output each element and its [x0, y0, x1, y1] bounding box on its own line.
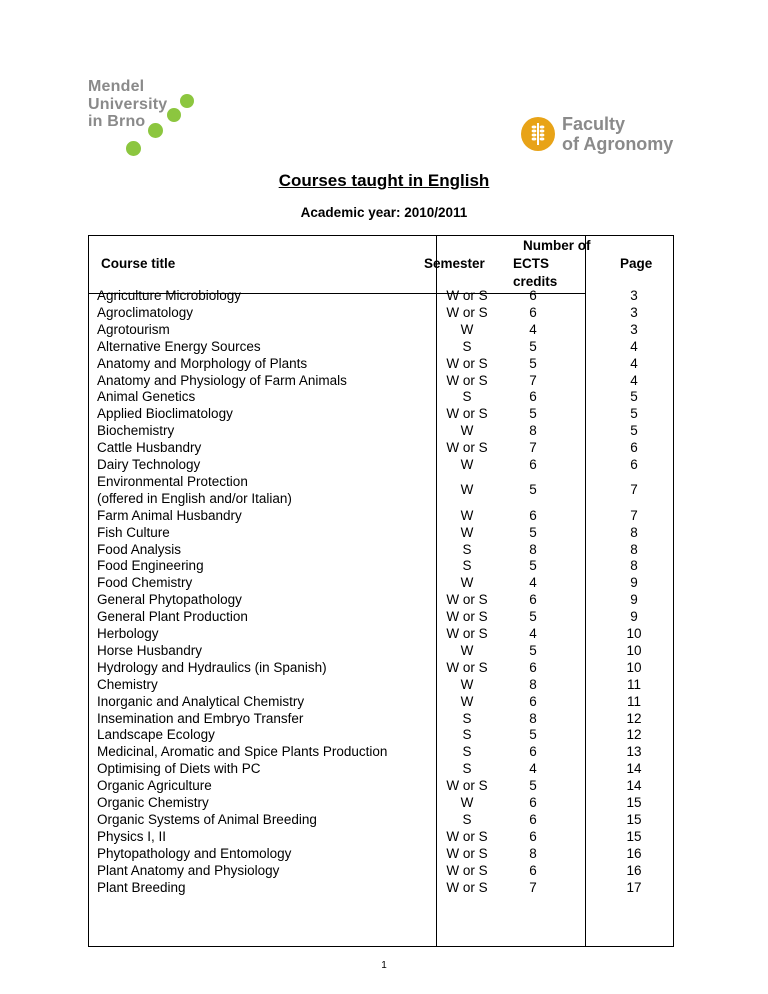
table-row	[89, 778, 673, 795]
ects-cell: 6	[529, 389, 537, 405]
logo-dot-2	[167, 108, 181, 122]
semester-cell: W	[460, 676, 474, 692]
semester-cell: W	[460, 423, 474, 439]
semester-cell: S	[462, 558, 472, 574]
faculty-of-agronomy-logo	[520, 110, 680, 160]
table-row	[89, 305, 673, 322]
course-title-cell	[97, 440, 442, 457]
course-title-cell	[97, 592, 442, 609]
course-title-cell	[97, 609, 442, 626]
logo-dot-1	[180, 94, 194, 108]
course-title: Food Analysis	[97, 541, 182, 557]
course-title: Food Engineering	[97, 558, 204, 574]
ects-cell: 5	[529, 482, 537, 498]
semester-cell: W or S	[446, 862, 488, 878]
table-row	[89, 694, 673, 711]
ects-cell: 6	[529, 659, 537, 675]
semester-cell: S	[462, 761, 472, 777]
page-cell: 9	[630, 592, 638, 608]
course-title-cell	[97, 846, 442, 863]
course-title: Anatomy and Morphology of Plants	[97, 355, 308, 371]
course-title: Animal Genetics	[97, 389, 196, 405]
header-course-title: Course title	[101, 256, 176, 271]
ects-cell: 8	[529, 845, 537, 861]
page-cell: 8	[630, 541, 638, 557]
page-cell: 11	[626, 693, 641, 709]
ects-cell: 6	[529, 828, 537, 844]
page-cell: 12	[626, 710, 642, 726]
course-title: Applied Bioclimatology	[97, 406, 233, 422]
course-title-cell	[97, 727, 442, 744]
course-title-cell	[97, 339, 442, 356]
page-cell: 6	[630, 457, 638, 472]
faculty-name	[562, 114, 673, 154]
page-cell: 14	[626, 778, 642, 794]
page-cell: 16	[626, 845, 642, 861]
page-cell: 10	[626, 626, 642, 641]
course-title: Fish Culture	[97, 524, 170, 540]
semester-cell: W	[460, 524, 474, 540]
ects-cell: 8	[529, 423, 537, 439]
page-cell: 7	[630, 507, 638, 523]
semester-cell: W or S	[446, 879, 488, 895]
semester-cell: S	[462, 338, 472, 354]
course-title: Biochemistry	[97, 423, 175, 439]
ects-cell: 6	[529, 795, 537, 810]
course-title: Optimising of Diets with PC	[97, 761, 261, 777]
course-title-cell	[97, 761, 442, 778]
page-cell: 3	[630, 288, 638, 303]
table-row	[89, 508, 673, 525]
logo-dot-3	[148, 123, 163, 138]
page-cell: 5	[630, 406, 638, 422]
course-title-cell	[97, 863, 442, 880]
table-row	[89, 609, 673, 626]
header-ects-line2: ECTS	[513, 256, 550, 271]
course-title: Agriculture Microbiology	[97, 288, 242, 303]
ects-cell: 4	[529, 761, 537, 777]
course-title-cell	[97, 778, 442, 795]
course-title: Dairy Technology	[97, 457, 201, 472]
faculty-name-line2: of Agronomy	[562, 134, 674, 154]
course-title: Environmental Protection	[97, 473, 248, 489]
course-title-cell	[97, 474, 442, 508]
ects-cell: 4	[529, 575, 537, 591]
semester-cell: W	[460, 321, 474, 337]
semester-cell: W or S	[446, 609, 488, 625]
page-cell: 3	[630, 304, 638, 320]
page-cell: 4	[630, 338, 638, 354]
semester-cell: W or S	[446, 440, 488, 456]
course-title-cell	[97, 558, 442, 575]
table-row	[89, 339, 673, 356]
course-title-cell	[97, 389, 442, 406]
table-row	[89, 288, 673, 305]
course-title: Physics I, II	[97, 828, 167, 844]
course-title-cell	[97, 305, 442, 322]
page-cell: 8	[630, 558, 638, 574]
course-title-cell	[97, 829, 442, 846]
table-row	[89, 406, 673, 423]
ects-cell: 6	[529, 457, 537, 472]
ects-cell: 8	[529, 710, 537, 726]
header-semester: Semester	[424, 256, 485, 271]
page-cell: 4	[630, 355, 638, 371]
university-name-line2: University	[88, 95, 168, 113]
page-cell: 4	[630, 372, 638, 388]
course-title-cell	[97, 660, 442, 677]
semester-cell: S	[462, 389, 472, 405]
page-cell: 5	[630, 389, 638, 405]
table-row	[89, 829, 673, 846]
course-title-note: (offered in English and/or Italian)	[97, 490, 292, 506]
table-row	[89, 474, 673, 508]
semester-cell: S	[462, 727, 472, 743]
semester-cell: W	[460, 795, 474, 810]
page-number: 1	[381, 960, 387, 971]
page-cell: 15	[626, 795, 642, 810]
table-row	[89, 525, 673, 542]
semester-cell: W or S	[446, 288, 488, 303]
course-title-cell	[97, 711, 442, 728]
course-title-cell	[97, 812, 442, 829]
semester-cell: W or S	[446, 778, 488, 794]
course-title-cell	[97, 880, 442, 897]
course-title-cell	[97, 626, 442, 643]
ects-cell: 7	[529, 440, 537, 456]
ects-cell: 5	[529, 727, 537, 743]
page-cell: 10	[626, 642, 642, 658]
ects-cell: 8	[529, 676, 537, 692]
table-row	[89, 711, 673, 728]
header-ects-line3: credits	[513, 274, 558, 289]
semester-cell: W or S	[446, 592, 488, 608]
course-title: Herbology	[97, 626, 159, 641]
ects-cell: 5	[529, 642, 537, 658]
semester-cell: W or S	[446, 828, 488, 844]
ects-cell: 6	[529, 811, 537, 827]
course-title: Anatomy and Physiology of Farm Animals	[97, 372, 347, 388]
ects-cell: 5	[529, 355, 537, 371]
table-row	[89, 322, 673, 339]
course-title-cell	[97, 322, 442, 339]
academic-year: Academic year: 2010/2011	[300, 205, 468, 220]
semester-cell: W	[460, 507, 474, 523]
table-row	[89, 373, 673, 390]
table-row	[89, 542, 673, 559]
logo-dot-4	[126, 141, 141, 156]
page-cell: 6	[630, 440, 638, 456]
table-row	[89, 356, 673, 373]
header-ects-line1: Number of	[523, 238, 591, 253]
page-cell: 11	[626, 676, 641, 692]
course-title-cell	[97, 744, 442, 761]
course-title-cell	[97, 677, 442, 694]
table-row	[89, 575, 673, 592]
semester-cell: W or S	[446, 372, 488, 388]
course-title: Agroclimatology	[97, 304, 194, 320]
university-name-line3: in Brno	[88, 113, 146, 130]
course-title-cell	[97, 373, 442, 390]
course-title: Plant Breeding	[97, 879, 186, 895]
page-cell: 10	[626, 659, 642, 675]
course-title-cell	[97, 525, 442, 542]
table-row	[89, 440, 673, 457]
course-title: Phytopathology and Entomology	[97, 845, 292, 861]
course-title-cell	[97, 457, 442, 474]
semester-cell: S	[462, 744, 472, 760]
ects-cell: 6	[529, 862, 537, 878]
course-title-cell	[97, 575, 442, 592]
course-title-cell	[97, 694, 442, 711]
ects-cell: 5	[529, 406, 537, 422]
course-title: Horse Husbandry	[97, 642, 203, 658]
course-title-cell	[97, 406, 442, 423]
ects-cell: 6	[529, 744, 537, 760]
ects-cell: 6	[529, 592, 537, 608]
course-title-cell	[97, 288, 442, 305]
ects-cell: 5	[529, 338, 537, 354]
faculty-name-line1: Faculty	[562, 114, 626, 134]
ects-cell: 6	[529, 507, 537, 523]
semester-cell: W or S	[446, 406, 488, 422]
page-cell: 13	[626, 744, 642, 760]
table-row	[89, 558, 673, 575]
table-row	[89, 744, 673, 761]
semester-cell: W	[460, 575, 474, 591]
ects-cell: 6	[529, 693, 537, 709]
ects-cell: 7	[529, 879, 537, 895]
semester-cell: W or S	[446, 845, 488, 861]
course-title: Medicinal, Aromatic and Spice Plants Production	[97, 744, 388, 760]
page-cell: 12	[626, 727, 642, 743]
semester-cell: S	[462, 541, 472, 557]
semester-cell: W	[460, 642, 474, 658]
course-title: Farm Animal Husbandry	[97, 507, 242, 523]
semester-cell: W or S	[446, 626, 488, 641]
course-title: General Plant Production	[97, 609, 248, 625]
table-row	[89, 677, 673, 694]
courses-table	[88, 235, 674, 947]
semester-cell: W or S	[446, 304, 488, 320]
course-title-cell	[97, 795, 442, 812]
ects-cell: 5	[529, 609, 537, 625]
course-title: General Phytopathology	[97, 592, 242, 608]
semester-cell: W	[460, 693, 474, 709]
course-title: Cattle Husbandry	[97, 440, 202, 456]
mendel-university-logo	[88, 78, 208, 158]
course-title-cell	[97, 356, 442, 373]
page-cell: 14	[626, 761, 642, 777]
course-title: Organic Agriculture	[97, 778, 212, 794]
table-row	[89, 457, 673, 474]
page-cell: 9	[630, 575, 638, 591]
ects-cell: 6	[529, 288, 537, 303]
course-title-cell	[97, 423, 442, 440]
table-row	[89, 795, 673, 812]
ects-cell: 8	[529, 541, 537, 557]
course-title: Hydrology and Hydraulics (in Spanish)	[97, 659, 327, 675]
course-title: Inorganic and Analytical Chemistry	[97, 693, 305, 709]
wheat-icon	[520, 116, 556, 152]
table-row	[89, 592, 673, 609]
table-row	[89, 626, 673, 643]
course-title-cell	[97, 508, 442, 525]
ects-cell: 5	[529, 524, 537, 540]
table-row	[89, 389, 673, 406]
course-title: Organic Chemistry	[97, 795, 209, 810]
ects-cell: 7	[529, 372, 537, 388]
page-cell: 3	[630, 321, 638, 337]
semester-cell: W	[460, 482, 474, 498]
ects-cell: 6	[529, 304, 537, 320]
table-row	[89, 423, 673, 440]
table-row	[89, 812, 673, 829]
table-row	[89, 660, 673, 677]
semester-cell: W or S	[446, 355, 488, 371]
university-name-line1: Mendel	[88, 78, 145, 95]
course-title: Food Chemistry	[97, 575, 193, 591]
course-title-cell	[97, 542, 442, 559]
page-cell: 5	[630, 423, 638, 439]
semester-cell: W	[460, 457, 474, 472]
ects-cell: 5	[529, 778, 537, 794]
ects-cell: 4	[529, 626, 537, 641]
page-cell: 8	[630, 524, 638, 540]
course-title-cell	[97, 643, 442, 660]
page-cell: 15	[626, 828, 642, 844]
semester-cell: S	[462, 710, 472, 726]
document-title: Courses taught in English	[278, 171, 490, 190]
course-title: Landscape Ecology	[97, 727, 215, 743]
course-title: Agrotourism	[97, 321, 170, 337]
ects-cell: 4	[529, 321, 537, 337]
course-title: Insemination and Embryo Transfer	[97, 710, 304, 726]
page-cell: 15	[626, 811, 642, 827]
table-row	[89, 846, 673, 863]
page-cell: 9	[630, 609, 638, 625]
course-title: Organic Systems of Animal Breeding	[97, 811, 317, 827]
table-row	[89, 643, 673, 660]
page-cell: 16	[626, 862, 642, 878]
table-row	[89, 727, 673, 744]
table-row	[89, 863, 673, 880]
semester-cell: W or S	[446, 659, 488, 675]
course-title: Plant Anatomy and Physiology	[97, 862, 280, 878]
course-title: Chemistry	[97, 676, 158, 692]
course-title: Alternative Energy Sources	[97, 338, 261, 354]
table-row	[89, 880, 673, 897]
page-cell: 7	[630, 482, 638, 498]
header-page: Page	[620, 256, 653, 271]
table-row	[89, 761, 673, 778]
page-cell: 17	[626, 879, 642, 895]
semester-cell: S	[462, 811, 472, 827]
ects-cell: 5	[529, 558, 537, 574]
